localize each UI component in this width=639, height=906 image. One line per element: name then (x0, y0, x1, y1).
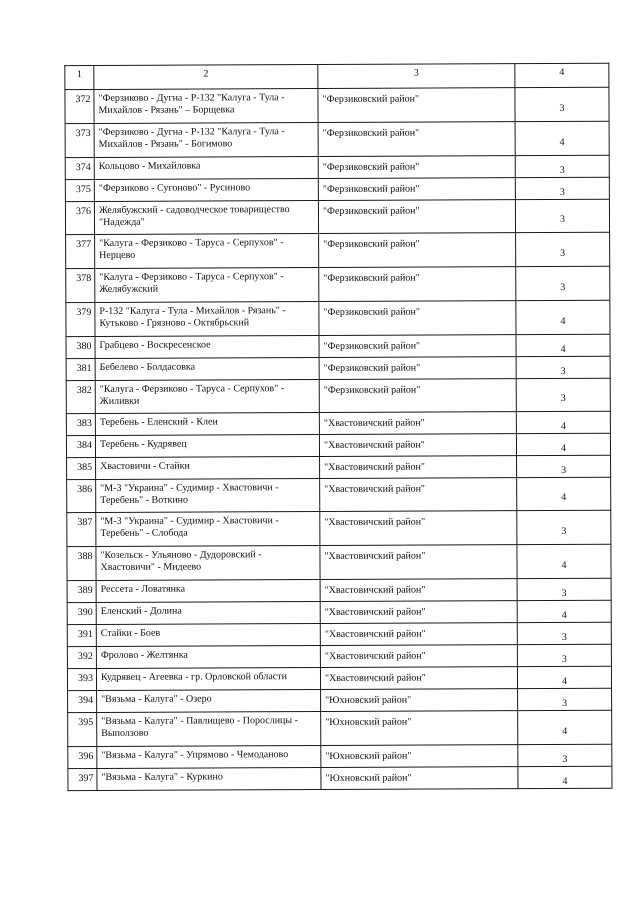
road-name: Бебелево - Болдасовка (95, 358, 319, 381)
road-category: 4 (517, 600, 611, 622)
road-category: 3 (515, 155, 609, 177)
road-category: 3 (517, 455, 611, 477)
district-name: "Ферзиковский район" (319, 379, 516, 413)
road-category: 4 (517, 477, 611, 510)
road-name: "Вязьма - Калуга" - Упрямово - Чемоданово (97, 745, 321, 768)
table-row (67, 666, 611, 690)
district-name: "Ферзиковский район" (319, 301, 516, 336)
road-name: "Вязьма - Калуга" - Озеро (97, 689, 321, 712)
row-number: 372 (65, 89, 94, 123)
district-name: "Ферзиковский район" (319, 335, 516, 358)
table-row (65, 87, 609, 123)
table-row (67, 477, 611, 512)
road-name: Грабцево - Воскресенское (95, 336, 319, 359)
road-category: 3 (516, 266, 610, 300)
table-header-row (65, 63, 609, 89)
district-name: "Хвастовичский район" (320, 667, 517, 690)
district-name: "Юхновский район" (321, 689, 518, 712)
road-category: 3 (518, 744, 612, 766)
road-name: "Калуга - Ферзиково - Таруса - Серпухов" - Жиливки (95, 380, 319, 414)
row-number: 379 (66, 302, 95, 336)
row-number: 388 (67, 546, 96, 580)
header-col-1: 1 (65, 65, 94, 89)
road-name: "М-3 "Украина" - Судимир - Хвастовичи - Теребень" - Воткино (96, 479, 320, 513)
road-category: 4 (518, 766, 612, 788)
district-name: "Ферзиковский район" (318, 200, 515, 234)
road-category: 4 (518, 710, 612, 744)
road-name: Теребень - Кудрявец (95, 435, 319, 458)
road-category: 3 (516, 232, 610, 266)
table-row (66, 356, 610, 380)
district-name: "Хвастовичский район" (320, 623, 517, 646)
row-number: 396 (68, 746, 97, 768)
row-number: 380 (66, 336, 95, 358)
row-number: 395 (68, 712, 97, 746)
road-category: 3 (516, 356, 610, 378)
table-row (67, 600, 611, 624)
row-number: 385 (67, 457, 96, 479)
road-category: 4 (517, 666, 611, 688)
row-number: 373 (65, 123, 94, 157)
row-number: 374 (65, 157, 94, 179)
district-name: "Юхновский район" (321, 767, 518, 790)
road-category: 4 (517, 544, 611, 578)
table-row (68, 744, 612, 768)
table-row (66, 378, 610, 413)
road-category: 4 (515, 121, 609, 155)
road-category: 4 (516, 411, 610, 433)
table-row (68, 766, 612, 790)
table-row (66, 411, 610, 435)
road-name: "Ферзиково - Сугоново" - Русиново (94, 179, 318, 202)
row-number: 381 (66, 358, 95, 380)
district-name: "Ферзиковский район" (319, 357, 516, 380)
roads-table (64, 63, 612, 791)
road-category: 3 (517, 578, 611, 600)
road-category: 3 (517, 644, 611, 666)
district-name: "Юхновский район" (321, 745, 518, 768)
district-name: "Ферзиковский район" (319, 267, 516, 302)
row-number: 378 (66, 268, 95, 302)
table-row (67, 544, 611, 580)
road-name: Рессета - Ловатянка (96, 580, 320, 603)
table-row (65, 177, 609, 201)
table-row (66, 266, 610, 302)
table-row (67, 644, 611, 668)
row-number: 375 (65, 179, 94, 201)
table-row (65, 121, 609, 157)
district-name: "Хвастовичский район" (320, 511, 517, 546)
district-name: "Хвастовичский район" (320, 456, 517, 479)
road-name: "М-3 "Украина" - Судимир - Хвастовичи - Теребень" - Слобода (96, 512, 320, 547)
road-category: 3 (517, 622, 611, 644)
table-row (67, 578, 611, 602)
road-name: Желябужский - садоводческое товарищество "Надежда" (94, 201, 318, 235)
road-name: "Калуга - Ферзиково - Таруса - Серпухов" - Желябужский (95, 268, 319, 303)
row-number: 376 (65, 201, 94, 234)
district-name: "Хвастовичский район" (320, 545, 517, 580)
road-name: "Вязьма - Калуга" - Куркино (97, 767, 321, 790)
road-name: Стайки - Боев (96, 624, 320, 647)
road-name: "Вязьма - Калуга" - Павлищево - Порослицы - Выползово (97, 711, 321, 746)
road-name: "Ферзиково - Дугна - Р-132 "Калуга - Тула - Михайлов - Рязань" – Борщевка (94, 89, 318, 124)
table-row (68, 688, 612, 712)
header-col-3: 3 (318, 64, 515, 89)
row-number: 390 (67, 602, 96, 624)
table-row (67, 455, 611, 479)
table-row (66, 232, 610, 268)
road-category: 3 (517, 510, 611, 544)
road-category: 3 (516, 378, 610, 411)
district-name: "Ферзиковский район" (319, 233, 516, 268)
district-name: "Хвастовичский район" (319, 434, 516, 457)
table-row (65, 155, 609, 179)
row-number: 386 (67, 479, 96, 512)
table-row (66, 433, 610, 457)
district-name: "Ферзиковский район" (318, 88, 515, 123)
row-number: 397 (68, 768, 97, 790)
road-name: Кольцово - Михайловка (94, 157, 318, 180)
table-row (67, 622, 611, 646)
road-name: Еленский - Долина (96, 602, 320, 625)
road-category: 3 (518, 688, 612, 710)
row-number: 393 (67, 668, 96, 690)
road-category: 4 (516, 300, 610, 334)
road-name: Хвастовичи - Стайки (96, 457, 320, 480)
row-number: 384 (66, 435, 95, 457)
road-category: 3 (515, 199, 609, 232)
row-number: 377 (66, 234, 95, 268)
row-number: 387 (67, 512, 96, 546)
table-row (65, 199, 609, 234)
district-name: "Юхновский район" (321, 711, 518, 746)
road-name: "Ферзиково - Дугна - Р-132 "Калуга - Тула - Михайлов - Рязань" - Богимово (94, 123, 318, 158)
header-col-2: 2 (94, 65, 318, 90)
road-name: Р-132 "Калуга - Тула - Михайлов - Рязань" - Кутьково - Грязново - Октябрьский (95, 302, 319, 337)
road-name: "Калуга - Ферзиково - Таруса - Серпухов" - Нерцево (95, 234, 319, 269)
table-row (66, 300, 610, 336)
district-name: "Хвастовичский район" (320, 645, 517, 668)
road-name: Кудрявец - Агеевка - гр. Орловской области (96, 668, 320, 691)
road-category: 3 (515, 87, 609, 121)
district-name: "Хвастовичский район" (319, 412, 516, 435)
row-number: 389 (67, 580, 96, 602)
road-category: 4 (516, 334, 610, 356)
district-name: "Ферзиковский район" (318, 156, 515, 179)
row-number: 394 (68, 690, 97, 712)
road-name: "Козельск - Ульяново - Дудоровский - Хвастовичи" - Мидеево (96, 546, 320, 581)
district-name: "Хвастовичский район" (320, 601, 517, 624)
district-name: "Хвастовичский район" (320, 579, 517, 602)
road-category: 3 (515, 177, 609, 199)
header-col-4: 4 (515, 63, 609, 87)
road-name: Фролово - Желтянка (96, 646, 320, 669)
district-name: "Хвастовичский район" (320, 478, 517, 512)
row-number: 383 (66, 413, 95, 435)
road-category: 4 (516, 433, 610, 455)
table-row (68, 710, 612, 746)
row-number: 391 (67, 624, 96, 646)
district-name: "Ферзиковский район" (318, 122, 515, 157)
row-number: 392 (67, 646, 96, 668)
road-name: Теребень - Еленский - Клеи (95, 413, 319, 436)
table-row (67, 510, 611, 546)
row-number: 382 (66, 380, 95, 413)
table-row (66, 334, 610, 358)
district-name: "Ферзиковский район" (318, 178, 515, 201)
